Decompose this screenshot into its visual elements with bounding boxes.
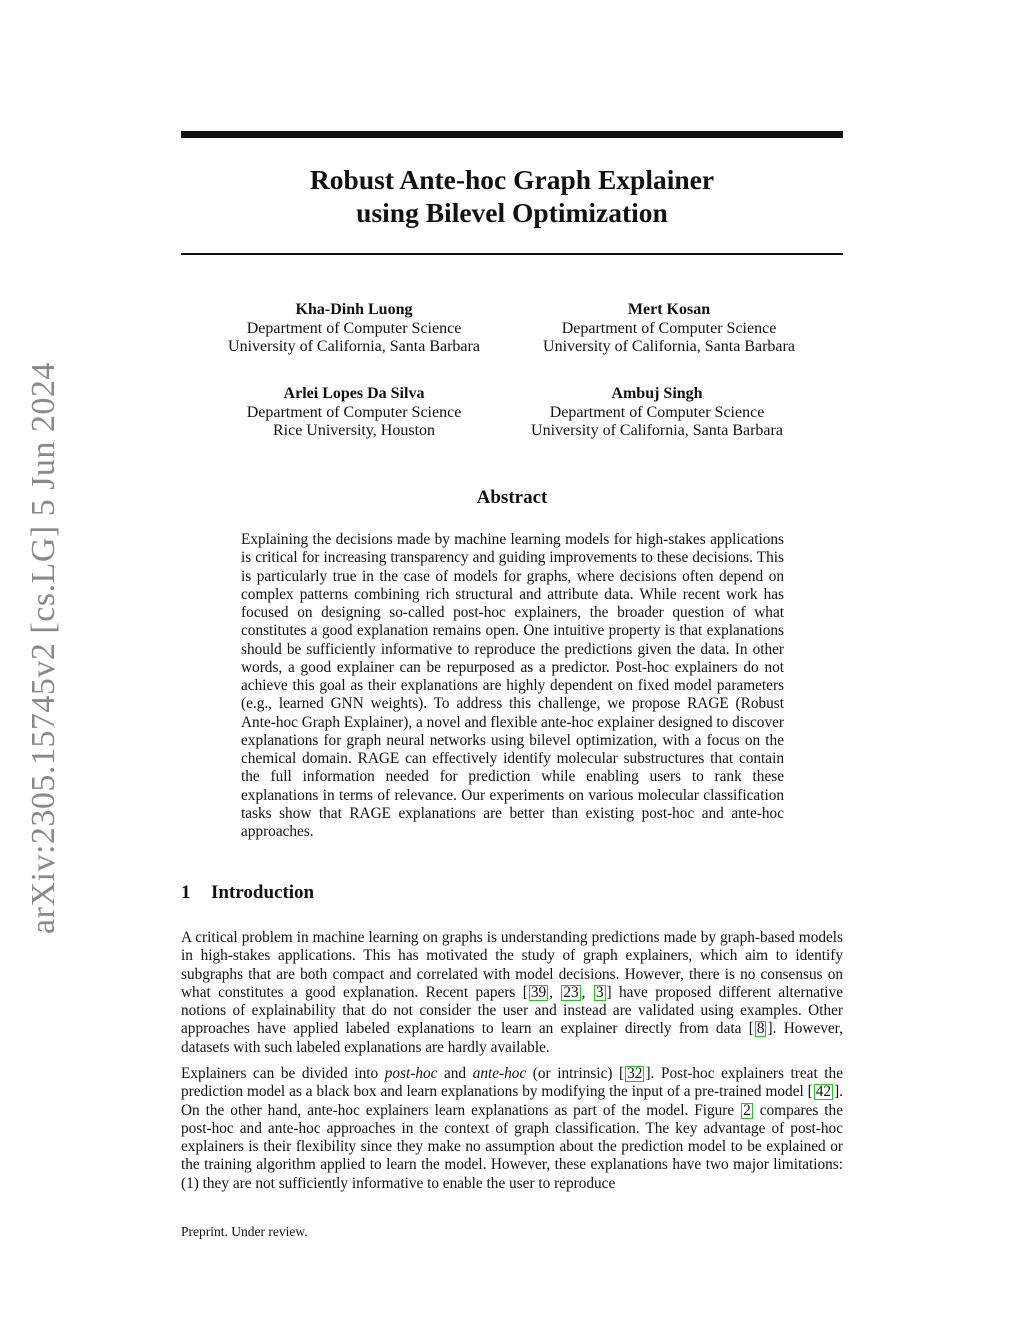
author-block — [504, 301, 834, 357]
abstract-body: Explaining the decisions made by machine learning models for high-stakes applications is critical for increasing transparency and guiding improvements to these decisions. This is particularly true in the case of models for graphs, where decisions often depend on complex patterns combining rich structural and attribute data. While recent work has focused on designing so-called post-hoc explainers, the broader question of what constitutes a good explanation remains open. One intuitive property is that explanations should be sufficiently informative to reproduce the predictions given the data. In other words, a good explainer can be repurposed as a predictor. Post-hoc explainers do not achieve this goal as their explanations are highly dependent on fixed model parameters (e.g., learned GNN weights). To address this challenge, we propose RAGE (Robust Ante-hoc Graph Explainer), a novel and flexible ante-hoc explainer designed to discover explanations for graph neural networks using bilevel optimization, with a focus on the chemical domain. RAGE can effectively identify molecular substructures that contain the full information needed for prediction while enabling users to rank these explanations in terms of relevance. Our experiments on various molecular classification tasks show that RAGE explanations are better than existing post-hoc and ante-hoc approaches. — [241, 531, 784, 840]
author-block — [189, 385, 519, 441]
abstract-heading: Abstract — [476, 487, 548, 508]
author-block — [492, 385, 822, 441]
section-title: Introduction — [211, 882, 315, 903]
section-number: 1 — [181, 882, 191, 903]
paragraph: Explainers can be divided into post-hoc and ante-hoc (or intrinsic) [ 32 ]. Post-hoc explainers treat the prediction model as a black box and learn explanations by modifying the input of a pre-trained model [ 42 ]. On the other hand, ante-hoc explainers learn explanations as part of the model. Figure 2 compares the post-hoc and ante-hoc approaches in the context of graph classification. The key advantage of post-hoc explainers is their flexibility since they make no assumption about the prediction model to be explained or the training algorithm applied to learn the model. However, these explanations have two major limitations: (1) they are not sufficiently informative to enable the user to reproduce — [181, 1065, 843, 1192]
citation-link[interactable]: 3 — [595, 983, 604, 1001]
title-top-rule — [181, 131, 843, 138]
citation-link[interactable]: 42 — [815, 1083, 832, 1101]
citation-link[interactable]: 39 — [530, 983, 547, 1001]
author-department: Department of Computer Science — [561, 319, 777, 337]
emphasis: ante-hoc — [472, 1065, 527, 1082]
figure-link[interactable]: 2 — [743, 1101, 751, 1119]
emphasis: post-hoc — [384, 1065, 438, 1082]
title-bottom-rule — [181, 253, 843, 255]
paragraph: A critical problem in machine learning on graphs is understanding predictions made by graph-based models in high-stakes applications. This has motivated the study of graph explainers, which aim to identify subgraphs that are both compact and correlated with model decisions. However, there is no consensus on what constitutes a good explanation. Recent papers [ 39 , 23 , 3 ] have proposed different alternative notions of explainability that do not consider the user and instead are validated using examples. Other approaches have applied labeled explanations to learn an explainer directly from data [ 8 ]. However, datasets with such labeled explanations are hardly available. — [181, 929, 843, 1056]
author-name: Kha-Dinh Luong — [295, 301, 413, 318]
author-affiliation: Rice University, Houston — [272, 422, 436, 439]
author-department: Department of Computer Science — [246, 319, 462, 337]
author-department: Department of Computer Science — [549, 403, 765, 421]
author-affiliation: University of California, Santa Barbara — [531, 422, 783, 439]
title-line-1: Robust Ante-hoc Graph Explainer — [309, 164, 715, 195]
section-heading — [181, 882, 314, 904]
citation-link[interactable]: 8 — [756, 1020, 765, 1038]
footer-note: Preprint. Under review. — [181, 1224, 308, 1239]
author-affiliation: University of California, Santa Barbara — [228, 338, 480, 355]
author-name: Ambuj Singh — [611, 385, 703, 402]
citation-link[interactable]: 32 — [627, 1065, 643, 1082]
citation-link[interactable]: 23 — [563, 983, 579, 1001]
author-name: Mert Kosan — [627, 301, 711, 318]
author-affiliation: University of California, Santa Barbara — [543, 338, 795, 355]
author-name: Arlei Lopes Da Silva — [283, 385, 425, 402]
paper-title — [181, 163, 843, 229]
arxiv-identifier: arXiv:2305.15745v2 [cs.LG] 5 Jun 2024 — [25, 362, 62, 934]
author-block — [189, 301, 519, 357]
arxiv-stamp — [0, 0, 60, 1325]
author-department: Department of Computer Science — [246, 403, 462, 421]
title-line-2: using Bilevel Optimization — [356, 197, 668, 228]
